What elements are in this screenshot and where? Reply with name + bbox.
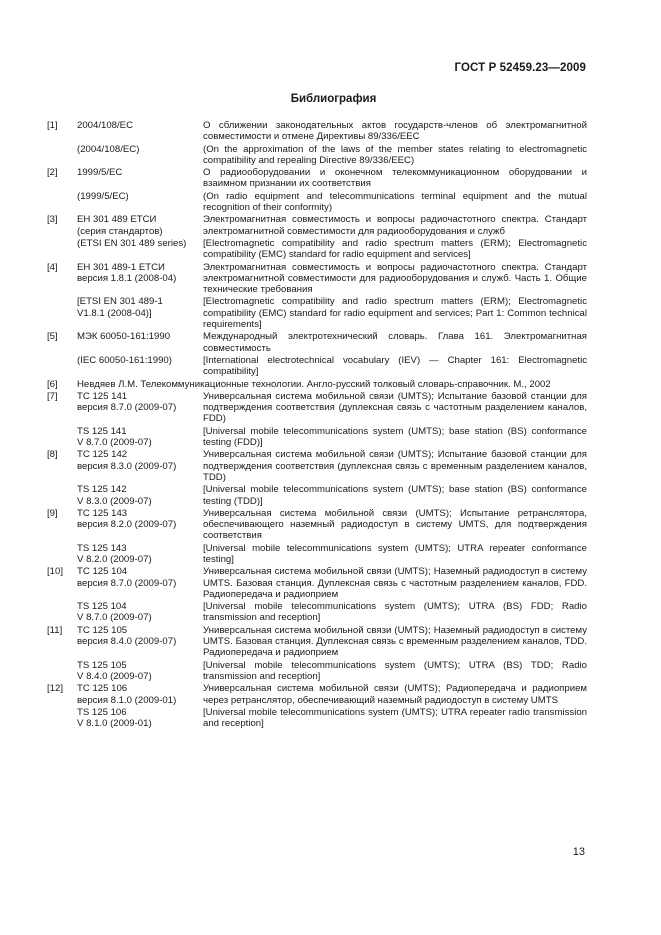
entry-row [47,449,587,483]
entry-document-code: TS 125 105 V 8.4.0 (2009-07) [77,659,152,682]
bibliography-entry [47,566,587,623]
entry-row [47,214,587,237]
entry-description: [Universal mobile telecommunications system (UMTS); UTRA (BS) TDD; Radio transmission and reception] [203,659,587,682]
entry-number: [7] [47,390,58,402]
entry-number: [8] [47,449,58,461]
entry-description: [Electromagnetic compatibility and radio spectrum matters (ERM); Electromagnetic compatibility (EMC) standard for radio equipment and services; Part 1: Common technical requirements] [203,296,587,331]
entry-number: [2] [47,167,58,179]
entry-row [47,120,587,143]
entry-row [47,144,587,167]
entry-number [47,601,77,624]
entry-number: [10] [47,566,64,578]
entry-description: Электромагнитная совместимость и вопросы радиочастотного спектра. Стандарт электромагнитной совместимости для радиооборудования и служб [203,214,587,237]
entry-description: Универсальная система мобильной связи (UMTS); Наземный радиодоступ в систему UMTS. Базовая станция. Дуплексная связь с частотным разделением каналов, FDD. Радиопередача и радиоприем [203,566,587,600]
entry-row [47,238,587,261]
entry-description: Электромагнитная совместимость и вопросы радиочастотного спектра. Стандарт электромагнитной совместимости для радиооборудования и служб. Часть 1. Общие технические требования [203,261,587,296]
entry-number [47,238,77,261]
bibliography-entry [47,683,587,729]
entry-row [47,601,587,624]
entry-row [47,543,587,566]
entry-row [47,484,587,507]
entry-number: [9] [47,507,58,519]
entry-row [47,391,587,425]
entry-document-code: TS 125 142 V 8.3.0 (2009-07) [77,484,152,507]
entry-document-code: TS 125 141 V 8.7.0 (2009-07) [77,425,152,449]
entry-description: [Universal mobile telecommunications system (UMTS); UTRA repeater conformance testing] [203,542,587,565]
bibliography-entry [47,379,587,390]
entry-number [47,543,77,566]
entry-document-code: ТС 125 106 версия 8.1.0 (2009-01) [77,683,177,706]
entry-number: [3] [47,214,58,226]
entry-number: [1] [47,120,58,131]
entry-document-code: ТС 125 104 версия 8.7.0 (2009-07) [77,566,177,589]
entry-description: О сближении законодательных актов государств-членов об электромагнитной совместимости и отмене Директивы 89/336/EEC [203,120,587,143]
entry-number: [6] [47,378,58,390]
entry-number [47,426,77,449]
entry-document-code: TS 125 143 V 8.2.0 (2009-07) [77,542,152,565]
entry-number [47,484,77,507]
entry-description: Универсальная система мобильной связи (UMTS); Наземный радиодоступ в систему UMTS. Базовая станция. Дуплексная связь с временным разделением каналов, TDD. Радиопередача и радиоприем [203,624,587,659]
entry-document-code: (ETSI EN 301 489 series) [77,237,187,249]
entry-description: (On the approximation of the laws of the member states relating to electromagnetic compatibility and repealing Directive 89/336/EEC) [203,143,587,166]
entry-row [47,566,587,600]
entry-description: [Electromagnetic compatibility and radio spectrum matters (ERM); Electromagnetic compatibility (EMC) standard for radio equipment and services] [203,237,587,261]
entry-number [47,296,77,330]
entry-description: Международный электротехнический словарь. Глава 161. Электромагнитная совместимость [203,331,587,354]
entry-number: [12] [47,683,64,695]
bibliography-entry [47,508,587,565]
entry-document-code: ТС 125 143 версия 8.2.0 (2009-07) [77,507,177,531]
entry-row [47,191,587,214]
entry-description: [Universal mobile telecommunications system (UMTS); base station (BS) conformance testing (TDD)] [203,484,587,507]
bibliography-entry [47,120,587,166]
document-header: ГОСТ Р 52459.23—2009 [454,62,586,74]
entry-number [47,355,77,378]
bibliography-entry [47,391,587,448]
entry-document-code: 1999/5/EC [77,167,123,179]
entry-row [47,625,587,659]
entry-row [47,296,587,330]
entry-number [47,191,77,214]
entry-document-code: (2004/108/EC) [77,143,140,155]
entry-number [47,660,77,683]
entry-description: [Universal mobile telecommunications system (UMTS); base station (BS) conformance testing (FDD)] [203,425,587,449]
bibliography-entry [47,449,587,506]
bibliography-entry [47,262,587,331]
entry-description: [Universal mobile telecommunications system (UMTS); UTRA repeater radio transmission and reception] [203,706,587,730]
entry-description: [Universal mobile telecommunications system (UMTS); UTRA (BS) FDD; Radio transmission and reception] [203,601,587,624]
bibliography-title: Библиография [290,93,377,105]
entry-row [47,331,587,354]
entry-document-code: TS 125 106 V 8.1.0 (2009-01) [77,706,152,730]
bibliography-entry [47,331,587,377]
entry-document-code: ЕН 301 489 ЕТСИ (серия стандартов) [77,214,163,237]
entry-description: Универсальная система мобильной связи (UMTS); Испытание базовой станции для подтверждения соответствия (дуплексная связь с частотным разделением каналов, FDD) [203,390,587,425]
entry-full-citation: Невдяев Л.М. Телекоммуникационные технологии. Англо-русский толковый словарь-справочник. М., 2002 [77,378,551,390]
entry-description: Универсальная система мобильной связи (UMTS); Испытание базовой станции для подтверждения соответствия (дуплексная связь с временным разделением каналов, TDD) [203,449,587,483]
entry-document-code: ЕН 301 489-1 ЕТСИ версия 1.8.1 (2008-04) [77,261,177,284]
page-number: 13 [572,846,585,858]
entry-document-code: МЭК 60050-161:1990 [77,331,171,343]
bibliography-entry [47,167,587,213]
bibliography-list [47,120,587,730]
entry-number: [5] [47,331,58,343]
entry-document-code: TS 125 104 V 8.7.0 (2009-07) [77,601,152,624]
entry-document-code: 2004/108/EC [77,120,134,131]
entry-document-code: ТС 125 105 версия 8.4.0 (2009-07) [77,624,177,648]
bibliography-entry [47,214,587,260]
entry-document-code: ТС 125 142 версия 8.3.0 (2009-07) [77,449,177,472]
entry-number: [11] [47,624,63,636]
entry-row [47,508,587,542]
entry-row [47,262,587,296]
entry-description: (On radio equipment and telecommunications terminal equipment and the mutual recognition of their conformity) [203,190,587,214]
entry-document-code: [ETSI EN 301 489-1 V1.8.1 (2008-04)] [77,296,163,319]
entry-row [47,683,587,706]
entry-number: [4] [47,261,58,273]
entry-document-code: (IEC 60050-161:1990) [77,354,172,366]
entry-description: О радиооборудовании и оконечном телекоммуникационном оборудовании и взаимном признании их соответствия [203,167,587,190]
entry-description: Универсальная система мобильной связи (UMTS); Радиопередача и радиоприем через ретранслятор, обеспечивающий наземный радиодоступ в систему UMTS [203,683,587,706]
bibliography-entry [47,625,587,682]
entry-document-code: (1999/5/EC) [77,190,129,202]
entry-number [47,144,77,167]
entry-number [47,707,77,730]
entry-row [47,660,587,683]
entry-document-code: ТС 125 141 версия 8.7.0 (2009-07) [77,390,177,414]
entry-description: [International electrotechnical vocabulary (IEV) — Chapter 161: Electromagnetic compatibility] [203,354,587,378]
entry-row [47,426,587,449]
entry-description: Универсальная система мобильной связи (UMTS); Испытание ретранслятора, обеспечивающего наземный радиодоступ в систему UMTS, для подтверждения соответствия [203,507,587,542]
entry-row [47,707,587,730]
entry-row [47,379,587,390]
entry-row [47,355,587,378]
entry-row [47,167,587,190]
